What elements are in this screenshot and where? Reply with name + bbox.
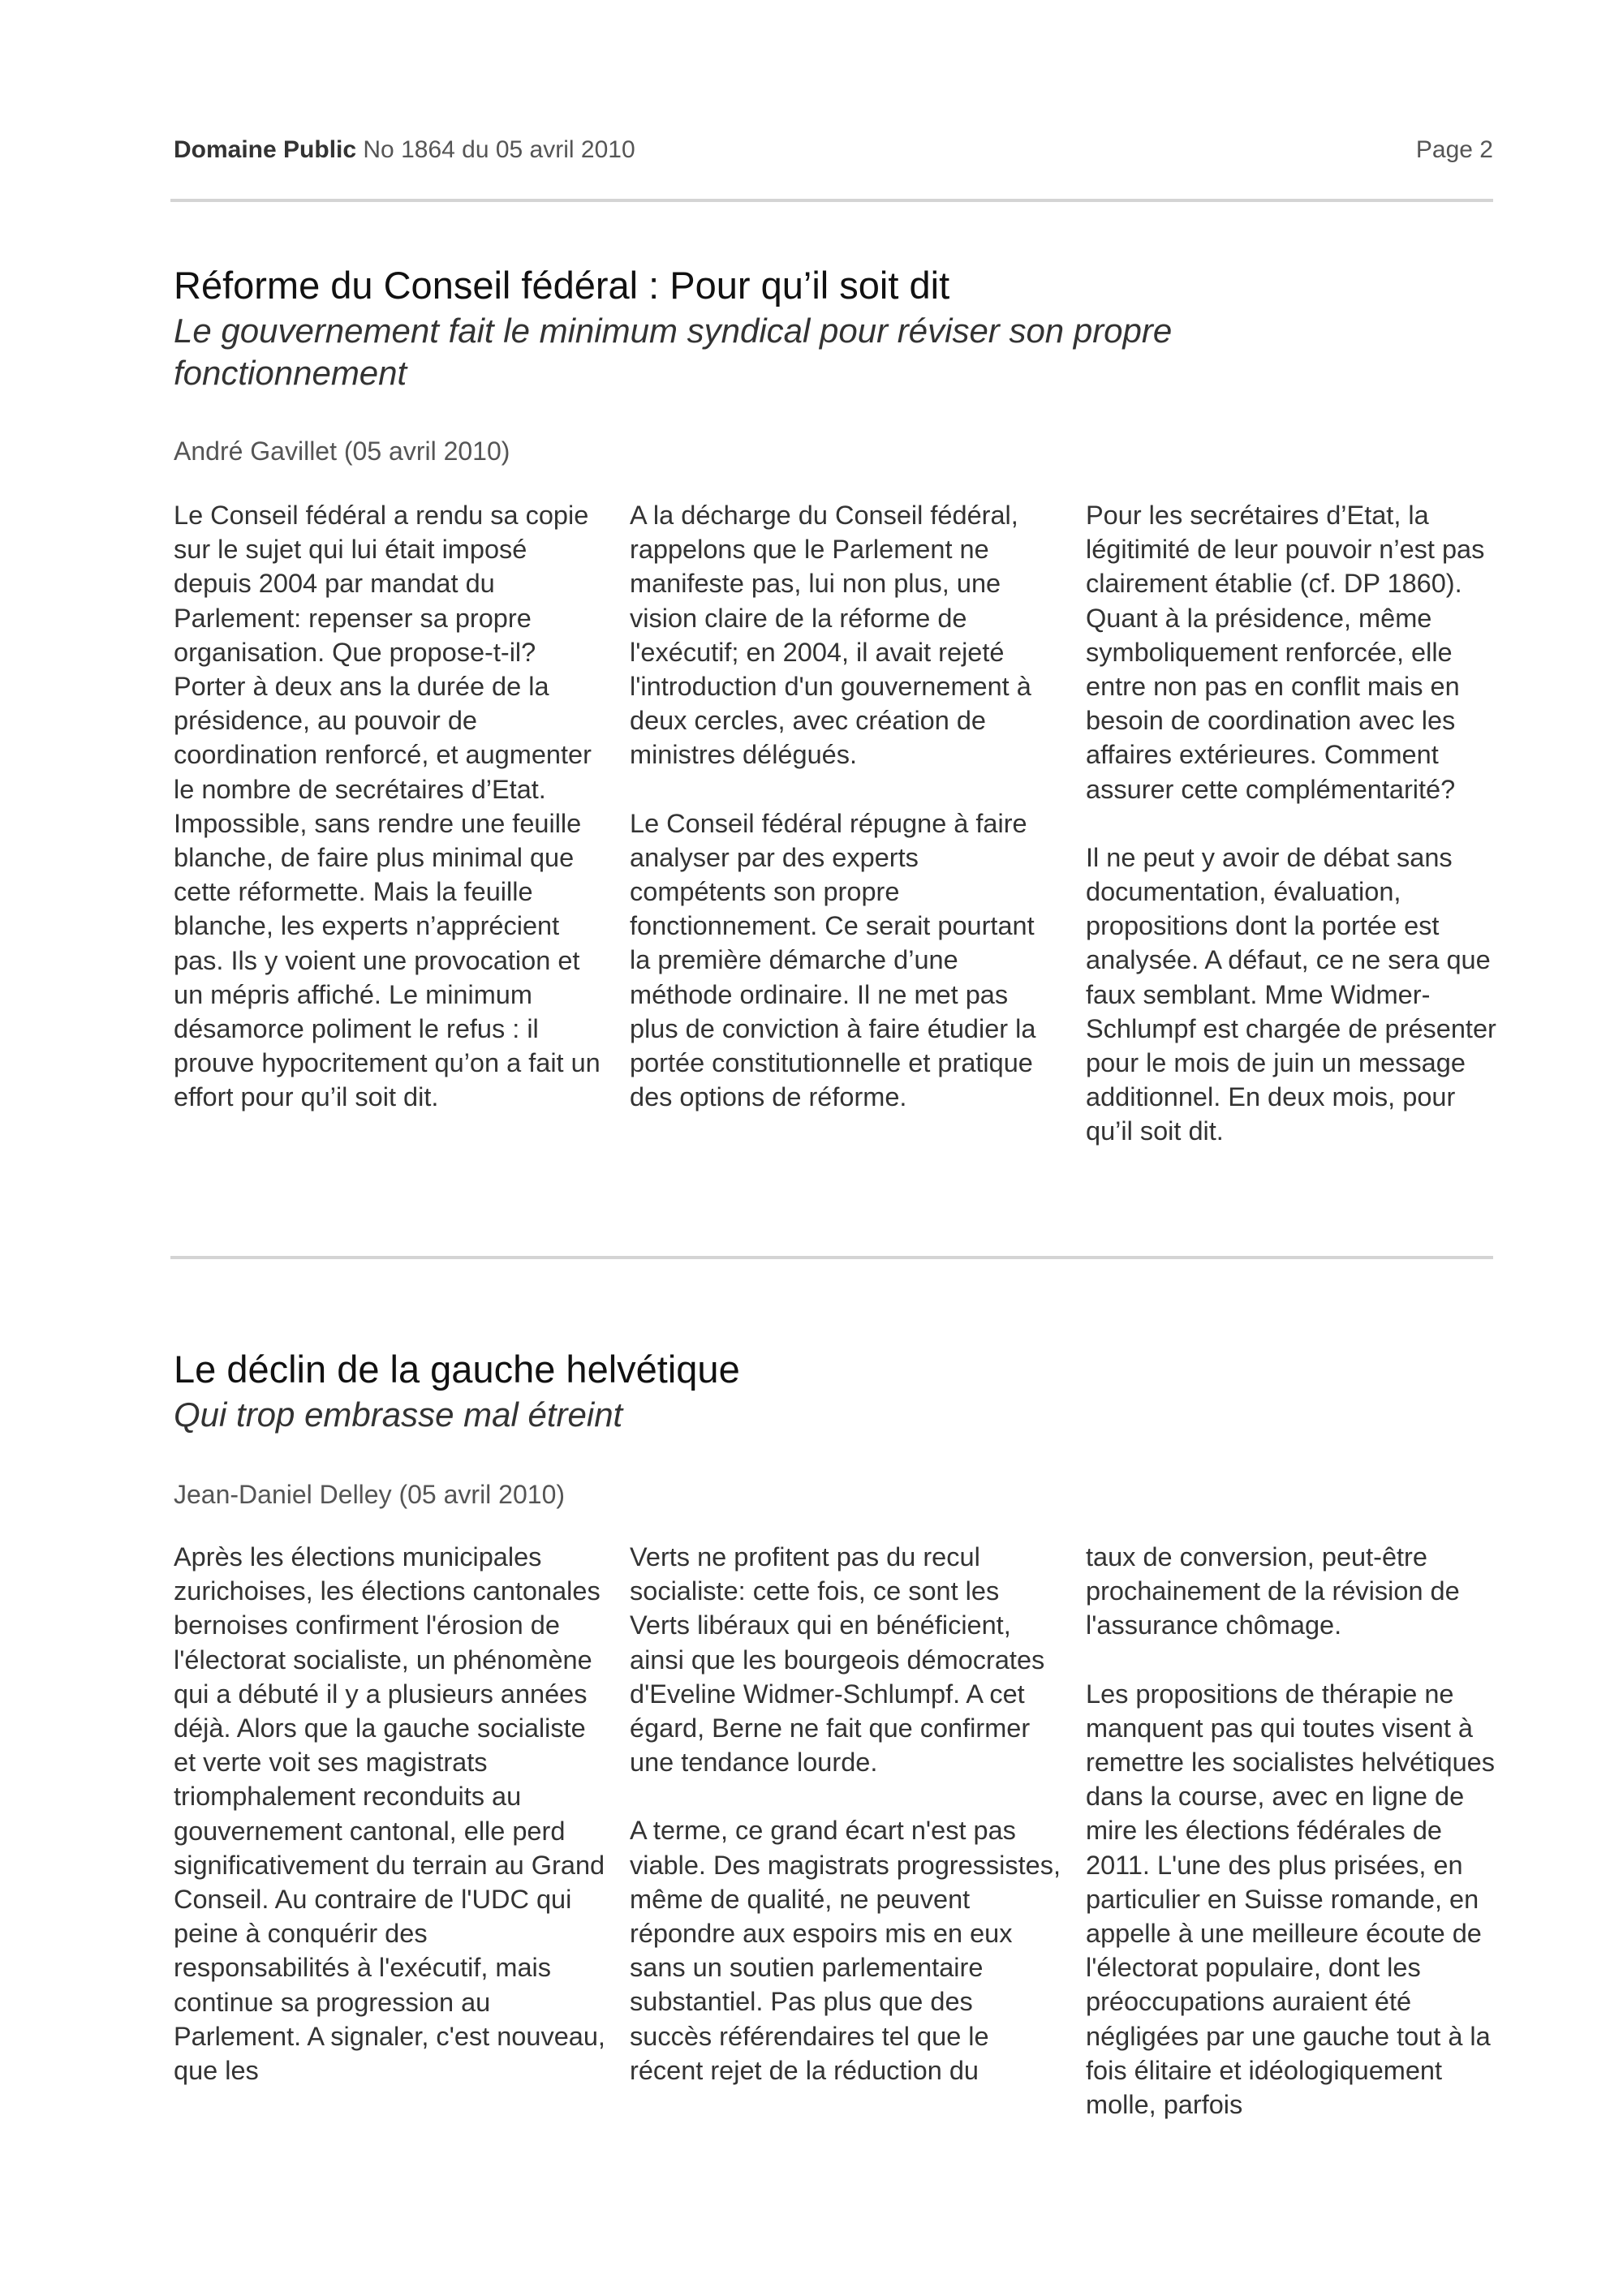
paragraph: A terme, ce grand écart n'est pas viable. Des magistrats progressistes, même de qualité, ne peuvent répondre aux espoirs mis en eux sans un soutien parlementaire substantiel. Pas plus que des succès référendaires tel que le récent rejet de la réduction du [630, 1816, 1061, 2085]
article-subtitle: Le gouvernement fait le minimum syndical pour réviser son propre fonctionnement [174, 312, 1173, 392]
publication-info [174, 136, 635, 164]
paragraph: Pour les secrétaires d’Etat, la légitimité de leur pouvoir n’est pas clairement établie (cf. DP 1860). Quant à la présidence, même symboliquement renforcée, elle entre non pas en conflit mais en besoin de coordination avec les affaires extérieures. Comment assurer cette complémentarité? [1086, 501, 1485, 804]
column-1 [174, 1540, 605, 2087]
article-2 [174, 1345, 1495, 2120]
column-3 [1086, 1540, 1500, 2122]
paragraph: Les propositions de thérapie ne manquent pas qui toutes visent à remettre les socialistes helvétiques dans la course, avec en ligne de mire les élections fédérales de 2011. L'une des plus prisées, en particulier en Suisse romande, en appelle à une meilleure écoute de l'électorat populaire, dont les préoccupations auraient été négligées par une gauche tout à la fois élitaire et idéologiquement molle, parfois [1086, 1679, 1495, 2120]
issue-info: No 1864 du 05 avril 2010 [363, 136, 635, 163]
column-2 [630, 498, 1061, 1114]
article-1 [174, 261, 1496, 1146]
article-title: Réforme du Conseil fédéral : Pour qu’il soit dit [174, 264, 950, 307]
publication-name: Domaine Public [174, 136, 357, 163]
article-divider [170, 1256, 1493, 1259]
paragraph: Le Conseil fédéral répugne à faire analyser par des experts compétents son propre fonctionnement. Ce serait pourtant la première démarche d’une méthode ordinaire. Il ne met pas plus de conviction à faire étudier la portée constitutionnelle et pratique des options de réforme. [630, 808, 1036, 1112]
paragraph: A la décharge du Conseil fédéral, rappelons que le Parlement ne manifeste pas, lui non plus, une vision claire de la réforme de l'exécutif; en 2004, il avait rejeté l'introduction d'un gouvernement à deux cercles, avec création de ministres délégués. [630, 501, 1031, 770]
page-header [174, 130, 1493, 170]
article-title: Le déclin de la gauche helvétique [174, 1348, 740, 1391]
page-number: Page 2 [1415, 136, 1493, 163]
paragraph: taux de conversion, peut-être prochainement de la révision de l'assurance chômage. [1086, 1542, 1460, 1640]
column-2 [630, 1540, 1061, 2087]
article-byline: André Gavillet (05 avril 2010) [174, 436, 510, 466]
paragraph: Il ne peut y avoir de débat sans documentation, évaluation, propositions dont la portée est analysée. A défaut, ce ne sera que faux semblant. Mme Widmer-Schlumpf est chargée de présenter pour le mois de juin un message additionnel. En deux mois, pour qu’il soit dit. [1086, 842, 1496, 1146]
article-byline: Jean-Daniel Delley (05 avril 2010) [174, 1480, 566, 1509]
article-subtitle: Qui trop embrasse mal étreint [174, 1395, 623, 1434]
column-3 [1086, 498, 1500, 1149]
paragraph: Verts ne profitent pas du recul socialiste: cette fois, ce sont les Verts libéraux qui en bénéficient, ainsi que les bourgeois démocrates d'Eveline Widmer-Schlumpf. A cet égard, Berne ne fait que confirmer une tendance lourde. [630, 1542, 1045, 1778]
paragraph: Le Conseil fédéral a rendu sa copie sur le sujet qui lui était imposé depuis 2004 par mandat du Parlement: repenser sa propre organisation. Que propose-t-il? Porter à deux ans la durée de la présidence, au pouvoir de coordination renforcé, et augmenter le nombre de secrétaires d’Etat. Impossible, sans rendre une feuille blanche, de faire plus minimal que cette réformette. Mais la feuille blanche, les experts n’apprécient pas. Ils y voient une provocation et un mépris affiché. Le minimum désamorce poliment le refus : il prouve hypocritement qu’on a fait un effort pour qu’il soit dit. [174, 501, 601, 1112]
column-1 [174, 498, 605, 1115]
header-divider [170, 199, 1493, 202]
paragraph: Après les élections municipales zurichoises, les élections cantonales bernoises confirment l'érosion de l'électorat socialiste, un phénomène qui a débuté il y a plusieurs années déjà. Alors que la gauche socialiste et verte voit ses magistrats triomphalement reconduits au gouvernement cantonal, elle perd significativement du terrain au Grand Conseil. Au contraire de l'UDC qui peine à conquérir des responsabilités à l'exécutif, mais continue sa progression au Parlement. A signaler, c'est nouveau, que les [174, 1542, 605, 2086]
